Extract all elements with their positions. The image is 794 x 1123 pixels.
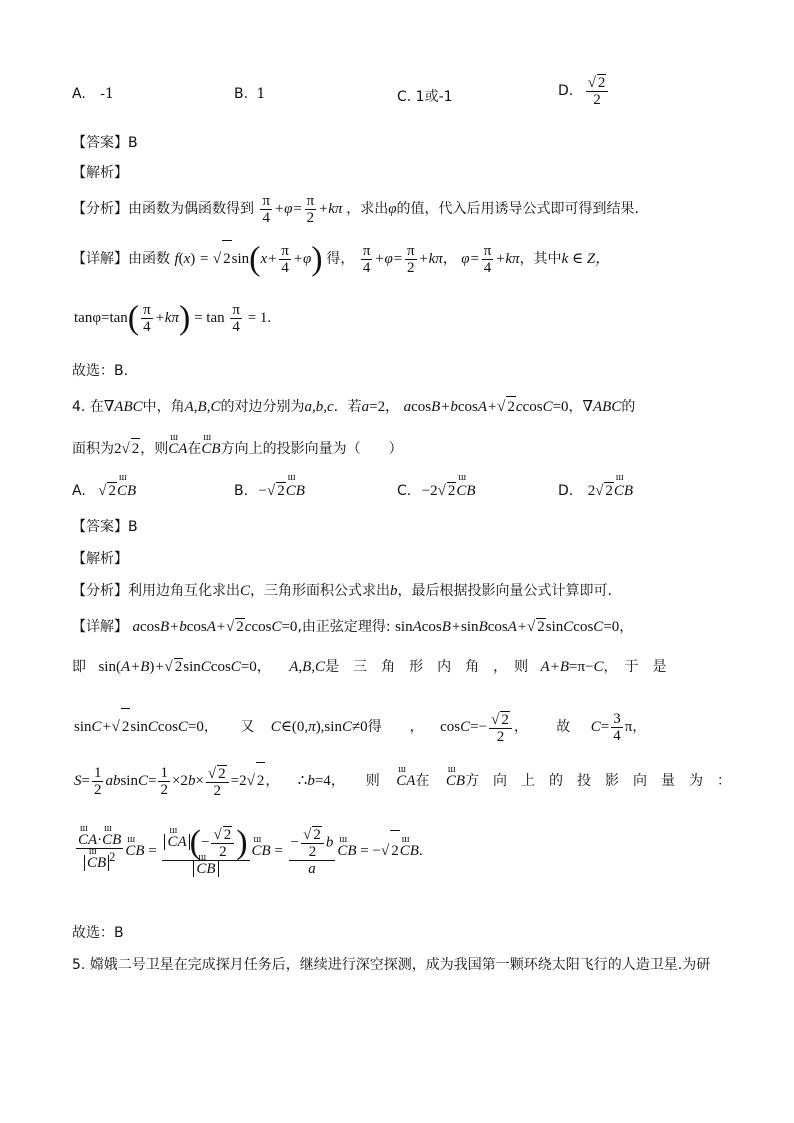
triangle-abc: ∇ABC — [103, 399, 143, 415]
q3-xiangjie: 【详解】由函数 f(x) = √ 2sin(x+ $\frac{\pi}{4}$ +φ) 得， $\frac{\pi}{4}$ +φ= $\frac{\pi}{2}$ +kπ， φ= $\frac{\pi}{4}$ +kπ，其中k ∈ Z， — [72, 240, 611, 278]
q4-cosc: cosC=− $\frac{√ 2}{2}$ — [440, 719, 514, 735]
vector-cb-2: ш CB — [446, 763, 465, 799]
q3-fenxi-text-3: 的值，代入后用诱导公式即可得到结果. — [396, 201, 639, 217]
angle-c: C — [240, 583, 251, 599]
q3-xj-text-3: ，其中 — [519, 251, 562, 267]
q3-xj-text-1: 由函数 — [128, 251, 170, 267]
q4-option-a-label: A. — [72, 483, 86, 499]
q4-de: 得 ， — [367, 719, 424, 735]
q3-fenxi-text-1: 由函数为偶函数得到 — [128, 201, 254, 217]
area-value: 2√ 2 — [114, 441, 140, 457]
q4-stem-2: 中，角 — [142, 399, 185, 415]
q4-sum-formula: sin(A+B)+√ 2sinCcosC=0 — [98, 659, 257, 675]
q4-xj-text-1: ,由正弦定理得: — [297, 619, 391, 635]
option-d — [558, 74, 610, 108]
option-b-label: B. — [234, 86, 249, 102]
q4-fenxi-tag: 【分析】 — [72, 583, 128, 599]
q4-xiangjie: 【详解】 acosB+bcosA+√ 2ccosC=0,由正弦定理得: sinAcosB+sinBcosA+√ 2sinCcosC=0， — [72, 619, 634, 635]
angles-abc: A,B,C — [184, 399, 221, 415]
q4-option-a-formula: √ 2ш CB — [98, 483, 136, 499]
q4-line-you: sinC+√ 2sinCcosC=0， 又 C∈(0,π),sinC≠0得 ， cosC=− $\frac{√ 2}{2}$ ， 故 C= $\frac{3}{4}$ π， — [74, 708, 646, 745]
vector-ca: ш CA — [168, 439, 187, 459]
q3-tan-result: = 1. — [247, 310, 272, 326]
q4-stem-direction: 方向上的投影向量为（ ） — [220, 441, 403, 457]
q4-analysis-heading: 【解析】 — [72, 551, 128, 567]
q4-ze: ， 则 — [330, 773, 380, 789]
q4-stem-1: 在 — [89, 399, 104, 415]
q4-option-d — [558, 482, 633, 500]
q3-tan-line: tanφ=tan( $\frac{\pi}{4}$ +kπ) = tan $\frac{\pi}{4}$ = 1. — [74, 299, 272, 337]
q4-b-value: ∴b=4 — [297, 773, 331, 789]
vector-cb: ш CB — [201, 439, 220, 459]
q4-sine-law: sinAcosB+sinBcosA+√ 2sinCcosC=0 — [395, 619, 620, 635]
q4-sinc-eq: sinC+√ 2sinCcosC=0 — [74, 719, 204, 735]
q3-phi-value: φ= $\frac{\pi}{4}$ +kπ — [461, 243, 520, 277]
option-b — [234, 86, 265, 102]
option-d-formula: $\frac{√ 2}{2}$ — [586, 74, 609, 108]
sides-abc: a,b,c — [304, 399, 334, 415]
q4-stem-6: ， — [568, 399, 583, 415]
q3-integer-set: k ∈ Z， — [561, 251, 611, 267]
q4-answer: 【答案】B — [72, 519, 138, 535]
q4-stem-on: 在 — [187, 441, 202, 457]
q4-angles: A,B,C — [289, 659, 326, 675]
q4-choose: 故选：B — [72, 925, 124, 941]
q4-proj-text: 方 向 上 的 投 影 向 量 为 ： — [465, 773, 732, 789]
q4-option-b-formula: −√ 2ш CB — [259, 483, 305, 499]
q4-stem-area: 面积为 — [72, 441, 114, 457]
q4-number: 4. — [72, 399, 86, 415]
q4-zai: 在 — [415, 773, 430, 789]
option-a-value: -1 — [100, 86, 114, 102]
q3-analysis-heading: 【解析】 — [72, 165, 128, 181]
option-c: C. 1或-1 — [397, 89, 453, 105]
q4-option-b — [234, 482, 305, 500]
q3-xiangjie-tag: 【详解】 — [72, 251, 128, 267]
q5-text: 嫦娥二号卫星在完成探月任务后，继续进行深空探测，成为我国第一颗环绕太阳飞行的人造卫星.为研 — [89, 957, 711, 973]
q3-fenxi-text-2: ，求出 — [346, 201, 389, 217]
q4-stem-4: ．若 — [333, 399, 362, 415]
q4-yushi: ， 于 是 — [603, 659, 667, 675]
triangle-abc-2: ∇ABC — [582, 399, 622, 415]
q3-answer: 【答案】B — [72, 135, 138, 151]
q5-stem — [72, 954, 710, 974]
q3-equation: $\frac{\pi}{4}$ +φ= $\frac{\pi}{2}$ +kπ — [362, 243, 443, 277]
q4-option-d-label: D. — [558, 483, 574, 499]
q4-stem-then: ，则 — [140, 441, 169, 457]
vector-ca-2: ш CA — [396, 763, 415, 799]
q4-angle-relation: A+B=π−C — [540, 659, 604, 675]
q3-fenxi — [72, 192, 639, 226]
q4-xiangjie-tag: 【详解】 — [72, 619, 128, 635]
q4-option-b-label: B. — [234, 483, 249, 499]
q4-option-c-label: C. — [397, 483, 412, 499]
q4-stem-3: 的对边分别为 — [220, 399, 305, 415]
q4-option-c-formula: −2√ 2ш CB — [422, 483, 476, 499]
q3-tan-eq: = tan — [194, 310, 225, 326]
q4-area-line: S= $\frac{1}{2}$ absinC= $\frac{1}{2}$ ×2b× $\frac{√ 2}{2}$ =2√ 2， ∴b=4， 则 ш CA在 ш CB方 向 上 的 投 影 向 量 为 ： — [74, 762, 731, 799]
a-equals-2: a=2 — [361, 399, 386, 415]
side-b: b — [390, 583, 398, 599]
q3-fenxi-tag: 【分析】 — [72, 201, 128, 217]
q4-stem-7: 的 — [621, 399, 636, 415]
q3-choose: 故选：B. — [72, 363, 129, 379]
q4-c-value: C= $\frac{3}{4}$ π — [590, 711, 633, 745]
q4-c-range: C∈(0,π),sinC≠0 — [270, 719, 368, 735]
q5-number: 5. — [72, 957, 86, 973]
q4-fenxi-text-3: ，最后根据投影向量公式计算即可. — [397, 583, 612, 599]
phi-symbol: φ — [388, 201, 397, 217]
q4-fenxi-text-2: ，三角形面积公式求出 — [250, 583, 391, 599]
q4-gu: 故 — [556, 719, 571, 735]
option-a — [72, 86, 114, 102]
q4-you: 又 — [240, 719, 255, 735]
q4-option-a — [72, 482, 136, 500]
q3-xj-text-2: 得， — [326, 251, 355, 267]
q4-stem-line-1 — [72, 396, 635, 417]
q4-stem-5: ， — [385, 399, 400, 415]
q4-line-ji: 即 sin(A+B)+√ 2sinCcosC=0， A,B,C是 三 角 形 内 角 ， 则 A+B=π−C， 于 是 — [72, 659, 667, 675]
option-a-label: A. — [72, 86, 86, 102]
q4-projection-formula: ш CA·ш CB ш CB $^2$ ш CB = ш CA(− $\frac{√ 2}{2}$ ) ш CB ш CB = − $\frac{√ 2}{2}$ b a ш CB = −√ 2ш CB. — [74, 826, 423, 877]
q3-fenxi-formula: $\frac{\pi}{4}$ +φ= $\frac{\pi}{2}$ +kπ — [262, 193, 347, 227]
q4-condition-repeat: acosB+bcosA+√ 2ccosC=0 — [132, 619, 298, 635]
q4-option-c — [397, 482, 476, 500]
option-d-label: D. — [558, 83, 574, 99]
q4-shi: 是 三 角 形 内 角 ， 则 — [325, 659, 529, 675]
q4-fenxi — [72, 580, 612, 600]
q4-ji: 即 — [72, 659, 86, 675]
q4-fenxi-text-1: 利用边角互化求出 — [128, 583, 240, 599]
q3-function-formula: f(x) = √ 2sin(x+ $\frac{\pi}{4}$ +φ) — [174, 240, 323, 278]
q4-option-d-formula: 2√ 2ш CB — [588, 483, 633, 499]
option-b-value: 1 — [256, 86, 266, 102]
q4-area-formula: S= $\frac{1}{2}$ absinC= $\frac{1}{2}$ ×2b× $\frac{√ 2}{2}$ =2√ 2 — [74, 773, 265, 789]
q4-stem-line-2 — [72, 438, 403, 459]
q3-tan-text: tanφ=tan — [74, 310, 128, 326]
q4-condition: acosB+bcosA+√ 2ccosC=0 — [404, 399, 569, 415]
